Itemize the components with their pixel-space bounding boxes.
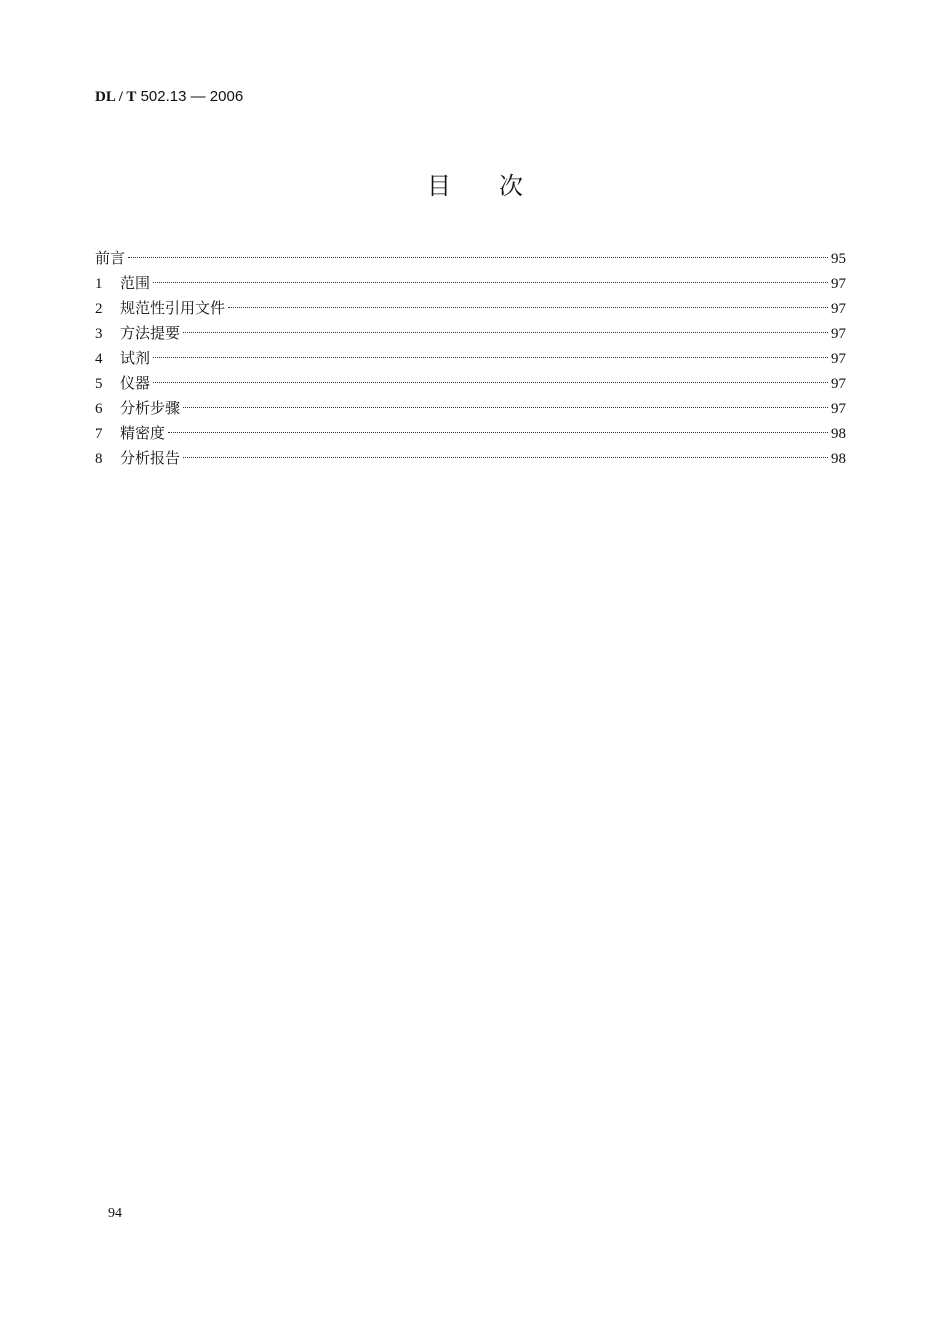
toc-section-number: 4 bbox=[95, 351, 103, 367]
toc-section-number: 3 bbox=[95, 326, 103, 342]
title-char-1: 目 bbox=[427, 172, 451, 200]
toc-entry-instruments[interactable] bbox=[95, 371, 846, 396]
toc-section-number: 8 bbox=[95, 451, 103, 467]
toc-entry-foreword[interactable] bbox=[95, 246, 846, 271]
toc-entry-label: 前言 bbox=[95, 249, 126, 267]
toc-leader-dots bbox=[168, 432, 828, 433]
toc-page-number: 97 bbox=[831, 326, 846, 342]
toc-page-number: 97 bbox=[831, 376, 846, 392]
toc-leader-dots bbox=[183, 332, 828, 333]
toc-page-number: 97 bbox=[831, 301, 846, 317]
page-title bbox=[0, 166, 950, 201]
toc-entry-label: 试剂 bbox=[120, 349, 151, 367]
toc-page-number: 97 bbox=[831, 276, 846, 292]
title-char-2: 次 bbox=[499, 172, 523, 200]
toc-entry-label: 分析步骤 bbox=[120, 399, 181, 417]
toc-entry-label: 精密度 bbox=[120, 424, 166, 442]
toc-page-number: 98 bbox=[831, 426, 846, 442]
toc-section-number: 5 bbox=[95, 376, 103, 392]
standard-code: DL / T bbox=[95, 89, 137, 105]
toc-entry-scope[interactable] bbox=[95, 271, 846, 296]
toc-section-number: 1 bbox=[95, 276, 103, 292]
toc-leader-dots bbox=[153, 282, 828, 283]
toc-leader-dots bbox=[183, 407, 828, 408]
toc-leader-dots bbox=[228, 307, 828, 308]
toc-entry-reagents[interactable] bbox=[95, 346, 846, 371]
document-header bbox=[95, 88, 243, 106]
toc-entry-method-summary[interactable] bbox=[95, 321, 846, 346]
footer-page-number: 94 bbox=[108, 1206, 122, 1221]
toc-entry-analysis-steps[interactable] bbox=[95, 396, 846, 421]
toc-leader-dots bbox=[128, 257, 828, 258]
toc-entry-label: 分析报告 bbox=[120, 449, 181, 467]
toc-leader-dots bbox=[153, 357, 828, 358]
toc-page-number: 98 bbox=[831, 451, 846, 467]
toc-page-number: 95 bbox=[831, 251, 846, 267]
toc-page-number: 97 bbox=[831, 401, 846, 417]
toc-entry-label: 范围 bbox=[120, 274, 151, 292]
toc-entry-label: 规范性引用文件 bbox=[120, 299, 226, 317]
standard-number: 502.13 — 2006 bbox=[140, 88, 244, 105]
toc-leader-dots bbox=[183, 457, 828, 458]
toc-entry-label: 仪器 bbox=[120, 374, 151, 392]
toc-entry-normative-references[interactable] bbox=[95, 296, 846, 321]
toc-entry-analysis-report[interactable] bbox=[95, 446, 846, 471]
toc-entry-precision[interactable] bbox=[95, 421, 846, 446]
toc-page-number: 97 bbox=[831, 351, 846, 367]
toc-section-number: 2 bbox=[95, 301, 103, 317]
toc-leader-dots bbox=[153, 382, 828, 383]
toc-section-number: 7 bbox=[95, 426, 103, 442]
table-of-contents bbox=[95, 246, 846, 471]
toc-entry-label: 方法提要 bbox=[120, 324, 181, 342]
toc-section-number: 6 bbox=[95, 401, 103, 417]
